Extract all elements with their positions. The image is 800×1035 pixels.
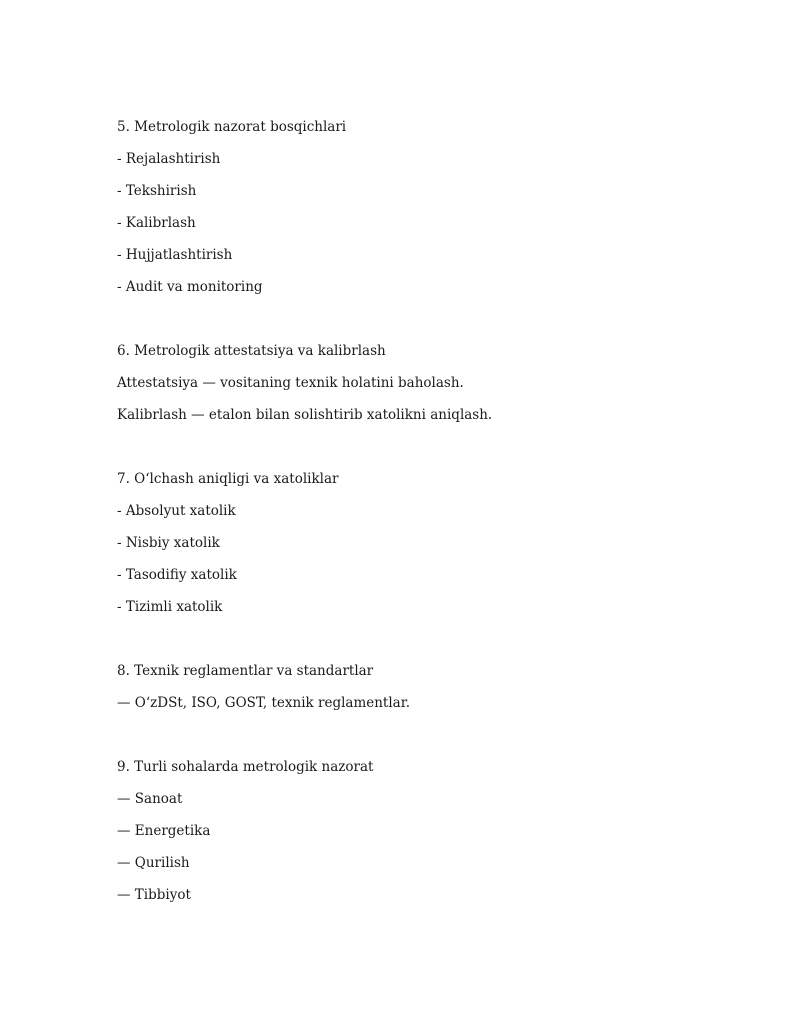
list-item: - Audit va monitoring [117,279,263,295]
section-heading: 9. Turli sohalarda metrologik nazorat [117,759,374,775]
list-item: - Rejalashtirish [117,151,221,167]
list-item: - Kalibrlash [117,215,196,231]
document-page [117,119,757,919]
list-item: — Tibbiyot [117,887,191,903]
paragraph-line: Attestatsiya — vositaning texnik holatini baholash. [117,375,464,391]
paragraph-line: Kalibrlash — etalon bilan solishtirib xatolikni aniqlash. [117,407,493,423]
section-heading: 8. Texnik reglamentlar va standartlar [117,663,374,679]
list-item: — Qurilish [117,855,190,871]
list-item: - Hujjatlashtirish [117,247,233,263]
list-item: - Tekshirish [117,183,197,199]
section-9 [117,759,757,919]
section-7 [117,471,757,631]
section-5 [117,119,757,311]
section-heading: 5. Metrologik nazorat bosqichlari [117,119,347,135]
section-heading: 6. Metrologik attestatsiya va kalibrlash [117,343,386,359]
list-item: - Nisbiy xatolik [117,535,220,551]
list-item: - Tizimli xatolik [117,599,223,615]
section-6 [117,343,757,439]
list-item: — Sanoat [117,791,183,807]
list-item: — Energetika [117,823,211,839]
section-heading: 7. O‘lchash aniqligi va xatoliklar [117,471,339,487]
section-8 [117,663,757,727]
list-item: - Absolyut xatolik [117,503,236,519]
list-item: - Tasodifiy xatolik [117,567,237,583]
paragraph-line: — O‘zDSt, ISO, GOST, texnik reglamentlar. [117,695,410,711]
